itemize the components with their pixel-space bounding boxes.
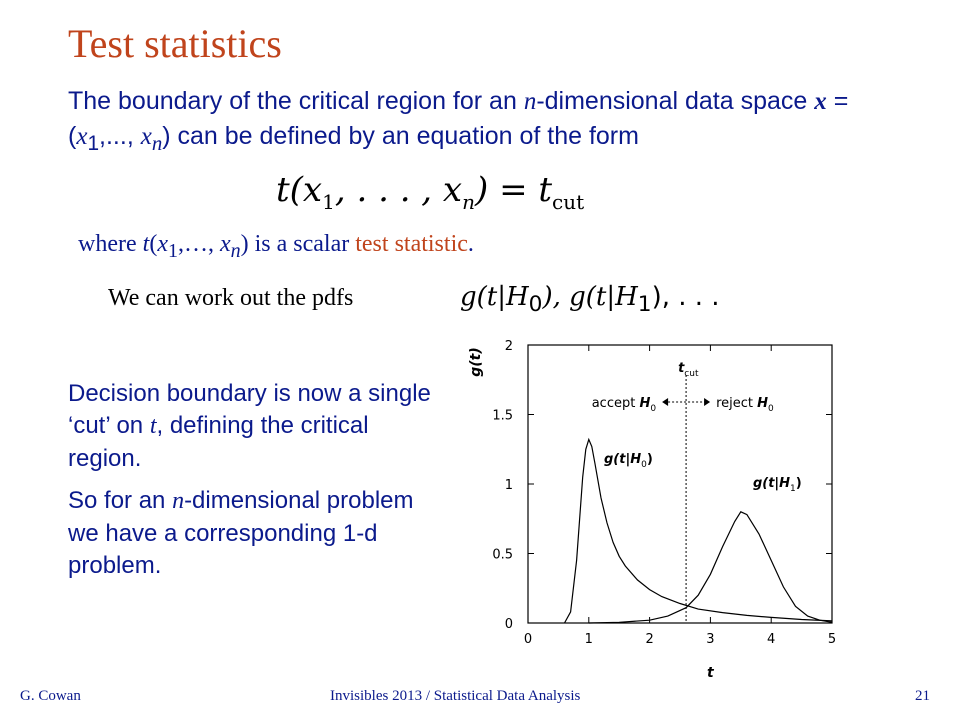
y-tick-label: 0.5	[492, 547, 513, 563]
cut-label: $t_{cut}$	[678, 361, 699, 379]
y-axis-label: g(t)	[468, 347, 484, 377]
pdf-chart	[465, 330, 845, 690]
x-axis-label: t	[707, 665, 714, 681]
reject-label: reject $H_0$	[716, 396, 774, 414]
x-tick-label: 2	[645, 632, 654, 647]
explanation-block	[68, 378, 438, 592]
intro-paragraph: The boundary of the critical region for an n-dimensional data space $x = (x_1$,..., $x_n$) can be defined by an equation of the form	[68, 87, 849, 155]
cut-equation: $t(x_1$, . . . , $x_n) = t_{cut}$	[276, 170, 585, 214]
accept-label: accept $H_0$	[591, 396, 657, 414]
y-tick-label: 2	[504, 339, 513, 354]
arrow-head-right	[704, 398, 710, 406]
y-tick-label: 1	[504, 478, 513, 493]
where-sentence: where $t(x_1,\dots$, $x_n$) is a scalar test statistic.	[78, 231, 474, 262]
x-tick-label: 5	[827, 632, 837, 647]
series-h1-label: $g(t|H_1)$	[752, 475, 802, 494]
x-tick-label: 3	[706, 632, 715, 647]
test-statistic-term: test statistic	[355, 231, 468, 257]
arrow-head-left	[662, 398, 668, 406]
y-tick-label: 0	[504, 617, 513, 632]
y-tick-label: 1.5	[492, 408, 513, 424]
x-tick-label: 1	[584, 632, 593, 647]
footer-title: Invisibles 2013 / Statistical Data Analysis	[330, 688, 581, 704]
pdfs-label: We can work out the pdfs	[108, 285, 354, 311]
dimensional-problem-text: So for an n-dimensional problem we have a corresponding 1-d problem.	[68, 487, 414, 579]
x-tick-label: 0	[523, 632, 533, 647]
x-tick-label: 4	[767, 632, 776, 647]
decision-boundary-text: Decision boundary is now a single ‘cut’ on t, defining the critical region.	[68, 380, 431, 472]
footer-page-number: 21	[915, 688, 930, 704]
footer-author: G. Cowan	[20, 688, 81, 704]
series-h1-curve	[589, 512, 832, 623]
pdfs-equation: $g(t|H_0)$, $g(t|H_1)$, . . .	[460, 282, 720, 318]
slide-title: Test statistics	[68, 21, 282, 66]
series-h0-label: $g(t|H_0)$	[604, 452, 653, 471]
